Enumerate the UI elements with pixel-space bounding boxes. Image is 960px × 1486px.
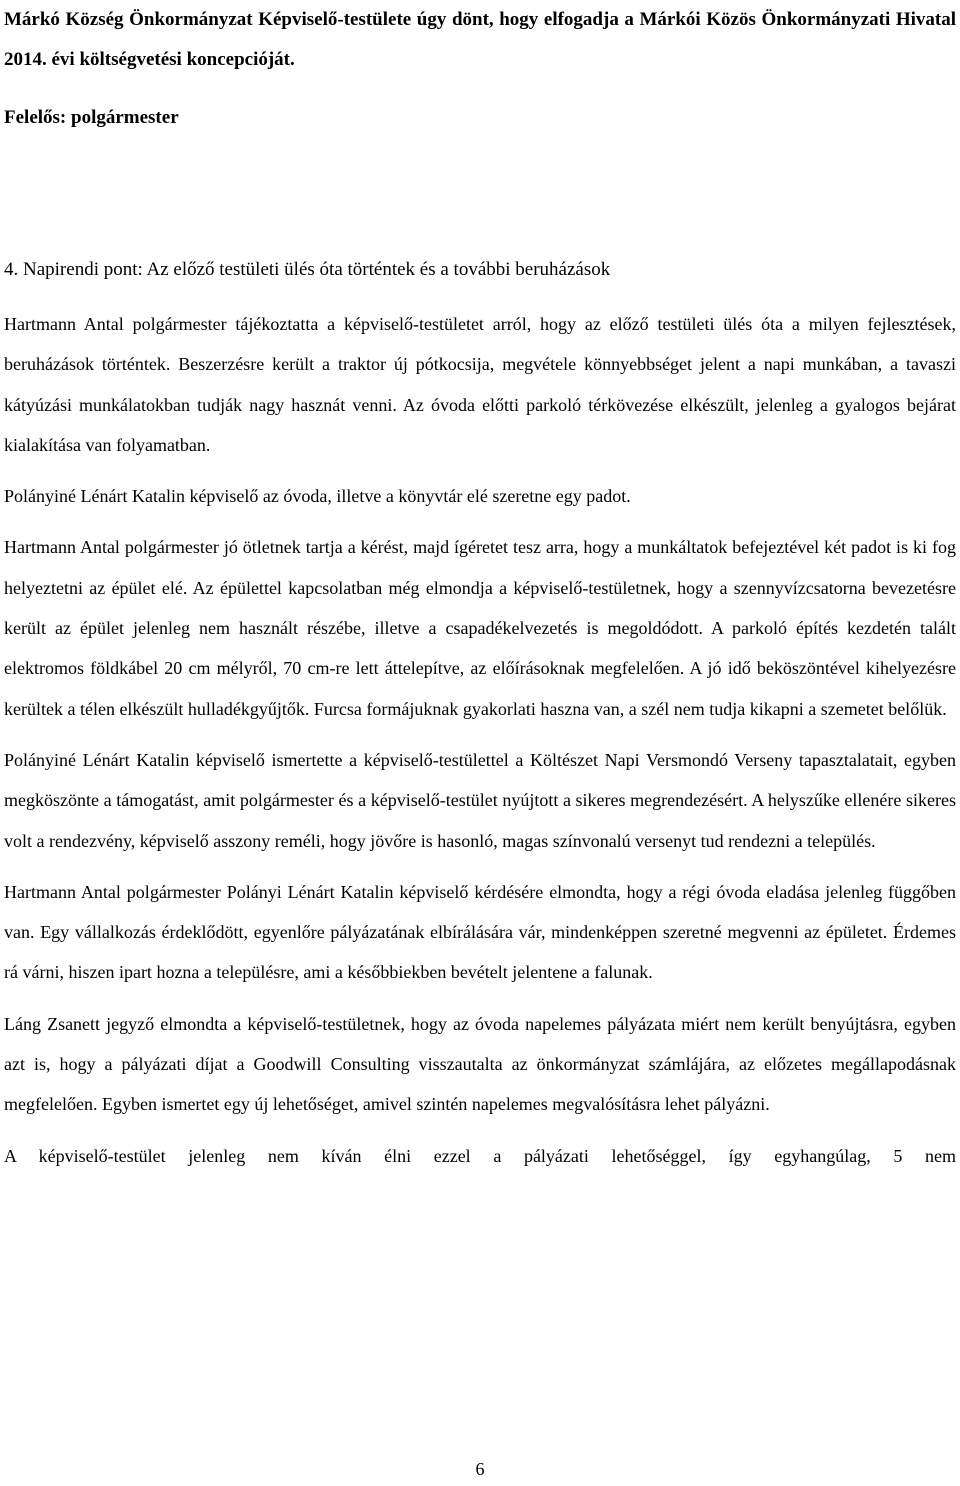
paragraph-bench-request: Polányiné Lénárt Katalin képviselő az óvoda, illetve a könyvtár elé szeretne egy padot. bbox=[4, 486, 631, 507]
page-number: 6 bbox=[475, 1459, 485, 1479]
minutes-body bbox=[4, 304, 956, 1187]
resolution-text: Márkó Község Önkormányzat Képviselő-testülete úgy dönt, hogy elfogadja a Márkói Közös Önkormányzati Hivatal 2014. évi költségvetési koncepcióját. bbox=[4, 9, 956, 70]
paragraph-solar-tender: Láng Zsanett jegyző elmondta a képviselő-testületnek, hogy az óvoda napelemes pályázata miért nem került benyújtásra, egyben azt is, hogy a pályázati díjat a Goodwill Consulting visszautalta az önkormányzat számlájára, az előzetes megállapodásnak megfelelően. Egyben ismertet egy új lehetőséget, amivel szintén napelemes megvalósításra lehet pályázni. bbox=[4, 1013, 956, 1115]
paragraph-developments: Hartmann Antal polgármester tájékoztatta a képviselő-testületet arról, hogy az előző testületi ülés óta a milyen fejlesztések, beruházások történtek. Beszerzésre került a traktor új pótkocsija, megvétele könnyebbséget jelent a napi munkában, a tavaszi kátyúzási munkálatokban tudják nagy hasznát venni. Az óvoda előtti parkoló térkövezése elkészült, jelenleg a gyalogos bejárat kialakítása van folyamatban. bbox=[4, 314, 956, 455]
paragraph-poetry-contest: Polányiné Lénárt Katalin képviselő ismertette a képviselő-testülettel a Költészet Napi Versmondó Verseny tapasztalatait, egyben megköszönte a támogatást, amit polgármester és a képviselő-testület nyújtott a sikeres megrendezésért. A helyszűke ellenére sikeres volt a rendezvény, képviselő asszony reméli, hogy jövőre is hasonló, magas színvonalú versenyt tud rendezni a település. bbox=[4, 749, 956, 851]
responsible-line: Felelős: polgármester bbox=[4, 107, 179, 128]
paragraph-mayor-response: Hartmann Antal polgármester jó ötletnek tartja a kérést, majd ígéretet tesz arra, hogy a munkáltatok befejeztével két padot is ki fog helyeztetni az épület elé. Az épülettel kapcsolatban még elmondja a képviselő-testületnek, hogy a szennyvízcsatorna bevezetésre került az épület jelenleg nem használt részébe, illetve a csapadékelvezetés is megoldódott. A parkoló építés kezdetén talált elektromos földkábel 20 cm mélyről, 70 cm-re lett áttelepítve, az előírásoknak megfelelően. A jó idő beköszöntével kihelyezésre kerültek a télen elkészült hulladékgyűjtők. Furcsa formájuknak gyakorlati haszna van, a szél nem tudja kikapni a szemetet belőlük. bbox=[4, 537, 956, 719]
document-page bbox=[4, 0, 956, 1486]
paragraph-old-kindergarten: Hartmann Antal polgármester Polányi Lénárt Katalin képviselő kérdésére elmondta, hogy a régi óvoda eladása jelenleg függőben van. Egy vállalkozás érdeklődött, egyenlőre pályázatának elbírálására vár, mindenképpen szeretné megvenni az épületet. Érdemes rá várni, hiszen ipart hozna a településre, ami a későbbiekben bevételt jelentene a falunak. bbox=[4, 881, 956, 983]
agenda-heading: 4. Napirendi pont: Az előző testületi ülés óta történtek és a további beruházások bbox=[4, 259, 611, 280]
paragraph-vote: A képviselő-testület jelenleg nem kíván élni ezzel a pályázati lehetőséggel, így egyhangúlag, 5 nem bbox=[4, 1145, 956, 1166]
